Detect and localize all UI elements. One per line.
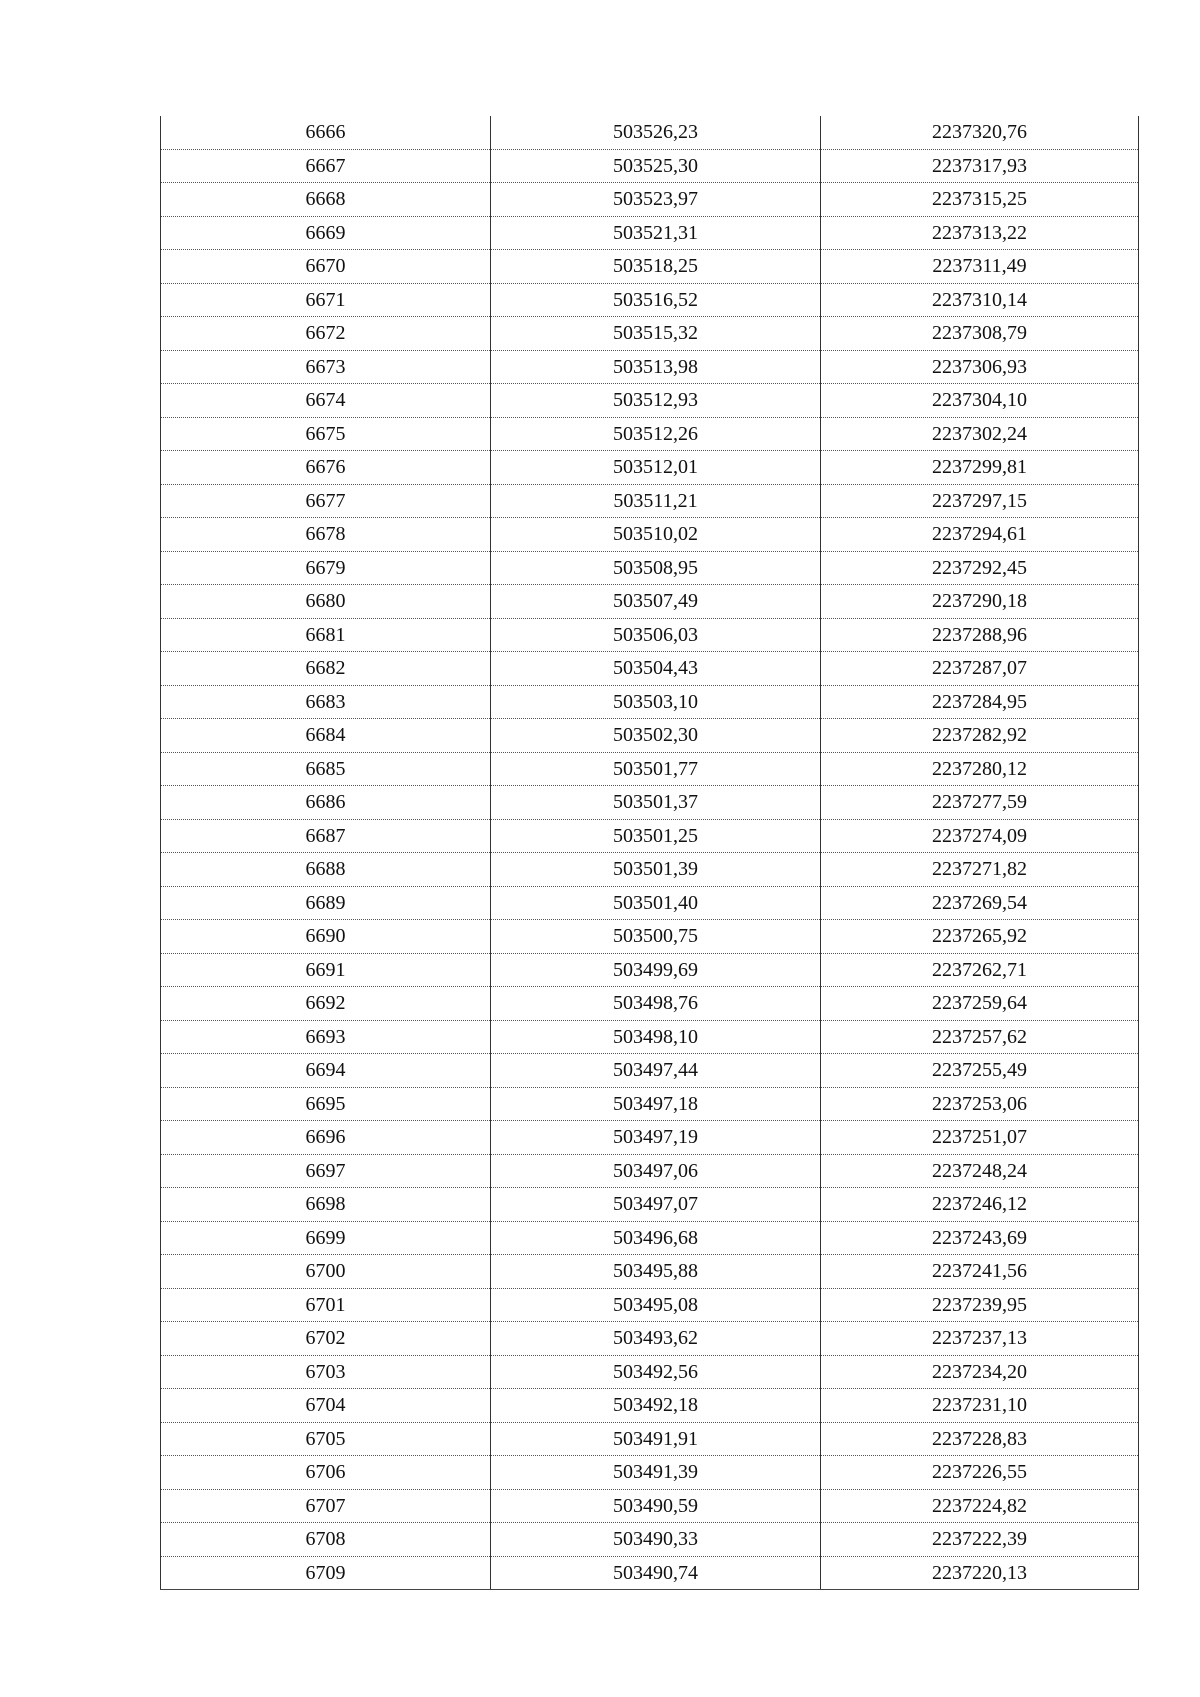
x-coordinate-cell: 503498,10	[491, 1020, 821, 1054]
point-number-cell: 6678	[161, 518, 491, 552]
y-coordinate-cell: 2237284,95	[821, 685, 1139, 719]
point-number-cell: 6671	[161, 283, 491, 317]
table-row	[161, 1389, 1139, 1423]
point-number-cell: 6673	[161, 350, 491, 384]
point-number-cell: 6684	[161, 719, 491, 753]
point-number-cell: 6682	[161, 652, 491, 686]
table-row	[161, 1489, 1139, 1523]
x-coordinate-cell: 503501,77	[491, 752, 821, 786]
x-coordinate-cell: 503491,91	[491, 1422, 821, 1456]
y-coordinate-cell: 2237253,06	[821, 1087, 1139, 1121]
table-row	[161, 384, 1139, 418]
x-coordinate-cell: 503507,49	[491, 585, 821, 619]
y-coordinate-cell: 2237228,83	[821, 1422, 1139, 1456]
table-row	[161, 685, 1139, 719]
x-coordinate-cell: 503491,39	[491, 1456, 821, 1490]
point-number-cell: 6679	[161, 551, 491, 585]
y-coordinate-cell: 2237239,95	[821, 1288, 1139, 1322]
y-coordinate-cell: 2237288,96	[821, 618, 1139, 652]
y-coordinate-cell: 2237255,49	[821, 1054, 1139, 1088]
table-row	[161, 183, 1139, 217]
x-coordinate-cell: 503518,25	[491, 250, 821, 284]
x-coordinate-cell: 503526,23	[491, 116, 821, 149]
y-coordinate-cell: 2237231,10	[821, 1389, 1139, 1423]
x-coordinate-cell: 503523,97	[491, 183, 821, 217]
point-number-cell: 6697	[161, 1154, 491, 1188]
table-row	[161, 484, 1139, 518]
point-number-cell: 6692	[161, 987, 491, 1021]
y-coordinate-cell: 2237226,55	[821, 1456, 1139, 1490]
x-coordinate-cell: 503498,76	[491, 987, 821, 1021]
table-row	[161, 1255, 1139, 1289]
x-coordinate-cell: 503501,39	[491, 853, 821, 887]
point-number-cell: 6669	[161, 216, 491, 250]
table-row	[161, 719, 1139, 753]
point-number-cell: 6666	[161, 116, 491, 149]
point-number-cell: 6688	[161, 853, 491, 887]
table-row	[161, 819, 1139, 853]
table-row	[161, 752, 1139, 786]
point-number-cell: 6677	[161, 484, 491, 518]
y-coordinate-cell: 2237262,71	[821, 953, 1139, 987]
x-coordinate-cell: 503515,32	[491, 317, 821, 351]
y-coordinate-cell: 2237224,82	[821, 1489, 1139, 1523]
y-coordinate-cell: 2237269,54	[821, 886, 1139, 920]
y-coordinate-cell: 2237237,13	[821, 1322, 1139, 1356]
y-coordinate-cell: 2237280,12	[821, 752, 1139, 786]
table-row	[161, 417, 1139, 451]
table-row	[161, 652, 1139, 686]
y-coordinate-cell: 2237315,25	[821, 183, 1139, 217]
y-coordinate-cell: 2237313,22	[821, 216, 1139, 250]
point-number-cell: 6674	[161, 384, 491, 418]
coordinates-table-body	[161, 116, 1139, 1590]
y-coordinate-cell: 2237304,10	[821, 384, 1139, 418]
point-number-cell: 6704	[161, 1389, 491, 1423]
point-number-cell: 6685	[161, 752, 491, 786]
point-number-cell: 6680	[161, 585, 491, 619]
y-coordinate-cell: 2237311,49	[821, 250, 1139, 284]
table-row	[161, 585, 1139, 619]
table-row	[161, 451, 1139, 485]
table-row	[161, 149, 1139, 183]
y-coordinate-cell: 2237310,14	[821, 283, 1139, 317]
y-coordinate-cell: 2237241,56	[821, 1255, 1139, 1289]
point-number-cell: 6701	[161, 1288, 491, 1322]
point-number-cell: 6676	[161, 451, 491, 485]
point-number-cell: 6668	[161, 183, 491, 217]
x-coordinate-cell: 503497,44	[491, 1054, 821, 1088]
table-row	[161, 518, 1139, 552]
y-coordinate-cell: 2237222,39	[821, 1523, 1139, 1557]
x-coordinate-cell: 503497,19	[491, 1121, 821, 1155]
x-coordinate-cell: 503495,08	[491, 1288, 821, 1322]
y-coordinate-cell: 2237287,07	[821, 652, 1139, 686]
y-coordinate-cell: 2237282,92	[821, 719, 1139, 753]
y-coordinate-cell: 2237308,79	[821, 317, 1139, 351]
x-coordinate-cell: 503500,75	[491, 920, 821, 954]
table-row	[161, 920, 1139, 954]
table-row	[161, 116, 1139, 149]
y-coordinate-cell: 2237251,07	[821, 1121, 1139, 1155]
table-row	[161, 1054, 1139, 1088]
point-number-cell: 6691	[161, 953, 491, 987]
point-number-cell: 6700	[161, 1255, 491, 1289]
y-coordinate-cell: 2237234,20	[821, 1355, 1139, 1389]
point-number-cell: 6667	[161, 149, 491, 183]
table-row	[161, 1221, 1139, 1255]
x-coordinate-cell: 503501,40	[491, 886, 821, 920]
x-coordinate-cell: 503497,18	[491, 1087, 821, 1121]
point-number-cell: 6693	[161, 1020, 491, 1054]
table-row	[161, 551, 1139, 585]
x-coordinate-cell: 503492,18	[491, 1389, 821, 1423]
point-number-cell: 6670	[161, 250, 491, 284]
x-coordinate-cell: 503512,93	[491, 384, 821, 418]
y-coordinate-cell: 2237297,15	[821, 484, 1139, 518]
point-number-cell: 6687	[161, 819, 491, 853]
table-row	[161, 1288, 1139, 1322]
x-coordinate-cell: 503512,26	[491, 417, 821, 451]
point-number-cell: 6694	[161, 1054, 491, 1088]
y-coordinate-cell: 2237306,93	[821, 350, 1139, 384]
point-number-cell: 6698	[161, 1188, 491, 1222]
x-coordinate-cell: 503511,21	[491, 484, 821, 518]
table-row	[161, 853, 1139, 887]
point-number-cell: 6703	[161, 1355, 491, 1389]
y-coordinate-cell: 2237302,24	[821, 417, 1139, 451]
x-coordinate-cell: 503496,68	[491, 1221, 821, 1255]
table-row	[161, 1456, 1139, 1490]
point-number-cell: 6686	[161, 786, 491, 820]
y-coordinate-cell: 2237294,61	[821, 518, 1139, 552]
point-number-cell: 6695	[161, 1087, 491, 1121]
table-row	[161, 1523, 1139, 1557]
x-coordinate-cell: 503495,88	[491, 1255, 821, 1289]
y-coordinate-cell: 2237265,92	[821, 920, 1139, 954]
x-coordinate-cell: 503490,74	[491, 1556, 821, 1590]
table-row	[161, 1322, 1139, 1356]
x-coordinate-cell: 503521,31	[491, 216, 821, 250]
table-row	[161, 350, 1139, 384]
point-number-cell: 6709	[161, 1556, 491, 1590]
y-coordinate-cell: 2237243,69	[821, 1221, 1139, 1255]
y-coordinate-cell: 2237292,45	[821, 551, 1139, 585]
table-row	[161, 886, 1139, 920]
x-coordinate-cell: 503490,33	[491, 1523, 821, 1557]
point-number-cell: 6705	[161, 1422, 491, 1456]
point-number-cell: 6681	[161, 618, 491, 652]
y-coordinate-cell: 2237259,64	[821, 987, 1139, 1021]
y-coordinate-cell: 2237317,93	[821, 149, 1139, 183]
x-coordinate-cell: 503499,69	[491, 953, 821, 987]
x-coordinate-cell: 503508,95	[491, 551, 821, 585]
coordinates-table	[160, 116, 1139, 1590]
point-number-cell: 6699	[161, 1221, 491, 1255]
y-coordinate-cell: 2237277,59	[821, 786, 1139, 820]
x-coordinate-cell: 503512,01	[491, 451, 821, 485]
y-coordinate-cell: 2237257,62	[821, 1020, 1139, 1054]
x-coordinate-cell: 503501,25	[491, 819, 821, 853]
x-coordinate-cell: 503510,02	[491, 518, 821, 552]
x-coordinate-cell: 503492,56	[491, 1355, 821, 1389]
x-coordinate-cell: 503504,43	[491, 652, 821, 686]
x-coordinate-cell: 503490,59	[491, 1489, 821, 1523]
point-number-cell: 6690	[161, 920, 491, 954]
y-coordinate-cell: 2237248,24	[821, 1154, 1139, 1188]
x-coordinate-cell: 503513,98	[491, 350, 821, 384]
y-coordinate-cell: 2237290,18	[821, 585, 1139, 619]
table-row	[161, 1087, 1139, 1121]
table-row	[161, 1422, 1139, 1456]
table-row	[161, 618, 1139, 652]
y-coordinate-cell: 2237220,13	[821, 1556, 1139, 1590]
table-row	[161, 1121, 1139, 1155]
table-row	[161, 1188, 1139, 1222]
table-row	[161, 786, 1139, 820]
table-row	[161, 317, 1139, 351]
y-coordinate-cell: 2237274,09	[821, 819, 1139, 853]
x-coordinate-cell: 503501,37	[491, 786, 821, 820]
point-number-cell: 6696	[161, 1121, 491, 1155]
x-coordinate-cell: 503497,07	[491, 1188, 821, 1222]
point-number-cell: 6689	[161, 886, 491, 920]
point-number-cell: 6675	[161, 417, 491, 451]
x-coordinate-cell: 503525,30	[491, 149, 821, 183]
point-number-cell: 6702	[161, 1322, 491, 1356]
point-number-cell: 6706	[161, 1456, 491, 1490]
table-row	[161, 1154, 1139, 1188]
point-number-cell: 6707	[161, 1489, 491, 1523]
x-coordinate-cell: 503493,62	[491, 1322, 821, 1356]
x-coordinate-cell: 503503,10	[491, 685, 821, 719]
y-coordinate-cell: 2237271,82	[821, 853, 1139, 887]
y-coordinate-cell: 2237246,12	[821, 1188, 1139, 1222]
table-row	[161, 953, 1139, 987]
table-row	[161, 1020, 1139, 1054]
x-coordinate-cell: 503516,52	[491, 283, 821, 317]
x-coordinate-cell: 503506,03	[491, 618, 821, 652]
point-number-cell: 6672	[161, 317, 491, 351]
table-row	[161, 1355, 1139, 1389]
point-number-cell: 6683	[161, 685, 491, 719]
x-coordinate-cell: 503502,30	[491, 719, 821, 753]
table-row	[161, 1556, 1139, 1590]
y-coordinate-cell: 2237299,81	[821, 451, 1139, 485]
y-coordinate-cell: 2237320,76	[821, 116, 1139, 149]
x-coordinate-cell: 503497,06	[491, 1154, 821, 1188]
point-number-cell: 6708	[161, 1523, 491, 1557]
table-row	[161, 987, 1139, 1021]
table-row	[161, 283, 1139, 317]
table-row	[161, 250, 1139, 284]
table-row	[161, 216, 1139, 250]
